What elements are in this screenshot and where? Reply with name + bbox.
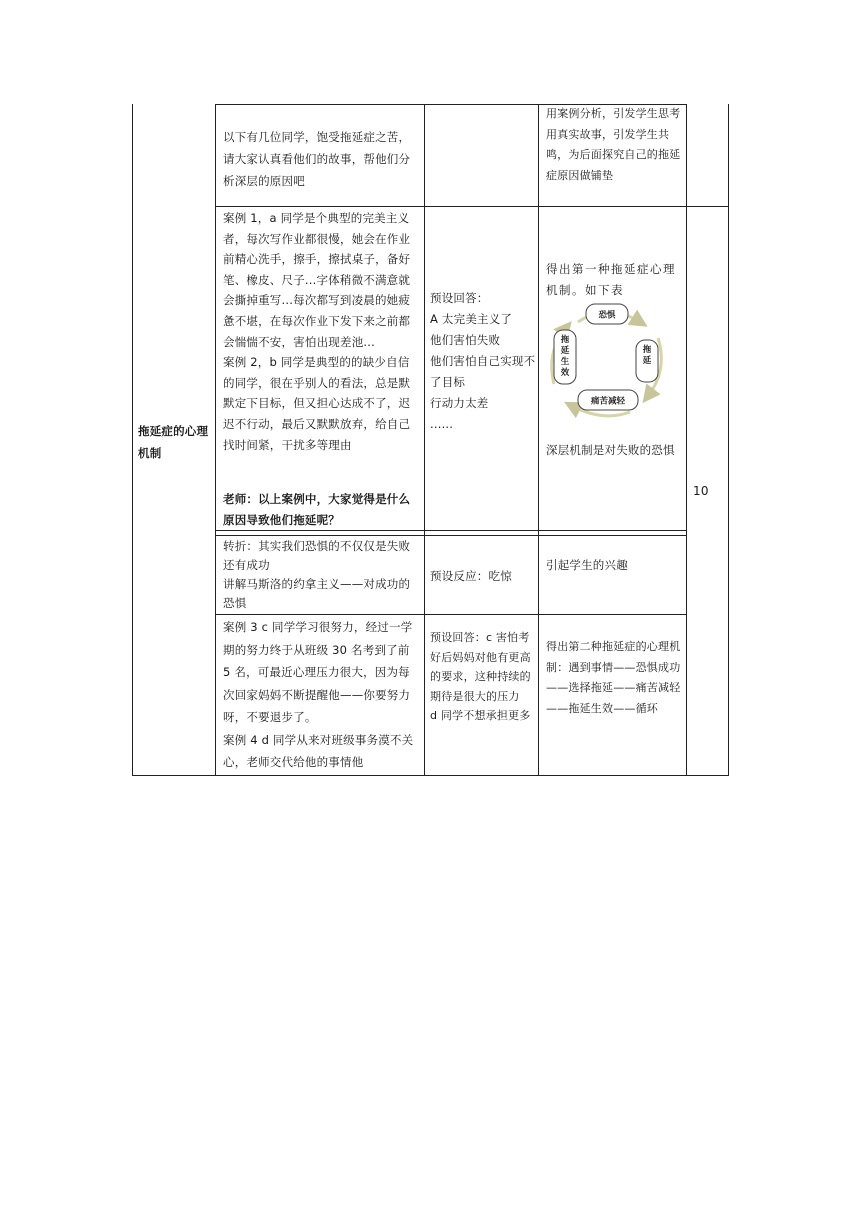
section-label: 拖延症的心理机制 [138, 424, 209, 460]
row1-intent: 用案例分析，引发学生思考用真实故事，引发学生共鸣，为后面探究自己的拖延症原因做铺垫 [546, 107, 681, 182]
time-value: 10 [693, 484, 709, 498]
cycle-glyph: 延 [560, 346, 570, 356]
row2-student-response: 预设回答： A 太完美主义了 他们害怕失败 他们害怕自己实现不了目标 行动力太差 ...... [430, 291, 536, 431]
cycle-glyph: 延 [642, 356, 652, 366]
cycle-glyph: 拖 [642, 345, 652, 355]
cycle-label-pain-relief: 痛苦减轻 [590, 396, 626, 407]
table-border-right [728, 104, 729, 776]
cycle-label-fear: 恐惧 [598, 310, 616, 321]
row4-intent: 得出第二种拖延症的心理机制：遇到事情——恐惧成功——选择拖延——痛苦减轻——拖延生效——循环 [546, 640, 681, 715]
table-divider-3 [538, 104, 539, 776]
table-row-divider-3 [215, 535, 687, 536]
row2-intent-bottom: 深层机制是对失败的恐惧 [546, 443, 675, 457]
procrastination-cycle-diagram [548, 300, 668, 418]
row2-content: 案例 1，a 同学是个典型的完美主义者，每次写作业都很慢，她会在作业前精心洗手，擦手，擦拭桌子，备好笔、橡皮、尺子...字体稍微不满意就会撕掉重写...每次都写到凌晨的她疲惫不堪，在每次作业下发下来之前都会惴惴不安，害怕出现差池... 案例 2，b 同学是典型的的缺少自信的同学，很在乎别人的看法，总是默默定下目标，但又担心达成不了，迟迟不行动，最后又默默放弃，给自己找时间紧，干扰多等理由 [223, 211, 411, 452]
row4-content: 案例 3 c 同学学习很努力，经过一学期的努力终于从班级 30 名考到了前 5 名，可最近心理压力很大，因为每次回家妈妈不断提醒他——你要努力呀，不要退步了。 案例 4 d 同学从来对班级事务漠不关心，老师交代给他的事情他 [223, 620, 414, 769]
row4-student-response: 预设回答：c 害怕考好后妈妈对他有更高的要求，这种持续的期待是很大的压力 d 同学不想承担更多 [430, 631, 531, 722]
cycle-glyph: 生 [560, 357, 570, 367]
table-divider-1 [215, 104, 216, 776]
row3-intent: 引起学生的兴趣 [546, 558, 628, 572]
row3-student-response: 预设反应：吃惊 [430, 569, 512, 583]
row2-teacher-question: 老师：以上案例中，大家觉得是什么原因导致他们拖延呢？ [223, 492, 411, 527]
row2-intent-top: 得出第一种拖延症心理机制。如下表 [546, 262, 676, 297]
table-divider-4 [686, 104, 687, 776]
table-border-left [132, 104, 133, 776]
row1-content: 以下有几位同学，饱受拖延症之苦，请大家认真看他们的故事，帮他们分析深层的原因吧 [223, 130, 411, 188]
table-row-divider-1 [215, 206, 729, 207]
row3-content: 转折：其实我们恐惧的不仅仅是失败还有成功 讲解马斯洛的约拿主义——对成功的恐惧 [223, 539, 411, 610]
table-row-divider-4 [215, 614, 687, 615]
table-border-bottom [132, 775, 729, 776]
table-divider-2 [424, 104, 425, 776]
cycle-glyph: 拖 [560, 335, 570, 345]
cycle-glyph: 效 [560, 368, 570, 378]
